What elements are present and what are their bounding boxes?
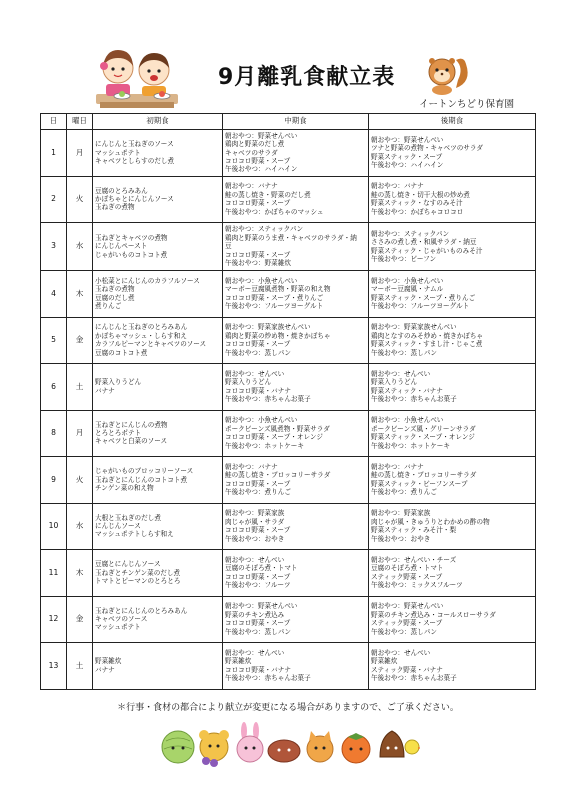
chestnut-icon [380,731,404,757]
late-stage-menu: 朝おやつ：小魚せんべい ポークビーンズ風・グリーンサラダ 野菜スティック・スープ・オレンジ 午後おやつ：ホットケーキ [369,410,536,457]
column-header-early-stage: 初期食 [93,114,223,130]
menu-table [40,113,536,690]
table-row [41,223,536,271]
day-number: 9 [41,457,67,504]
early-stage-menu: 野菜入りうどん バナナ [93,364,223,411]
weekday: 土 [67,364,93,411]
middle-stage-menu: 朝おやつ：野菜家族せんべい 鶏肉と野菜の炒め物・焼きかぼちゃ コロコロ野菜・スープ 午後おやつ：蒸しパン [223,317,369,364]
middle-stage-menu: 朝おやつ：バナナ 鮭の蒸し焼き・ブロッコリーサラダ コロコロ野菜・スープ 午後おやつ：煮りんご [223,457,369,504]
weekday: 木 [67,550,93,597]
late-stage-menu: 朝おやつ：せんべい・チーズ 豆腐のそぼろ煮・トマト スティック野菜・スープ 午後おやつ：ミックスフルーツ [369,550,536,597]
early-stage-menu: じゃがいものブロッコリーソース 玉ねぎとにんじんのコトコト煮 チンゲン菜の和え物 [93,457,223,504]
duck-icon [405,740,420,754]
weekday: 月 [67,130,93,177]
late-stage-menu: 朝おやつ：せんべい 野菜雑炊 スティック野菜・バナナ 午後おやつ：赤ちゃんお菓子 [369,643,536,690]
middle-stage-menu: 朝おやつ：小魚せんべい マーボー豆腐風煮物・野菜の和え物 コロコロ野菜・スープ・煮りんご 午後おやつ：フルーツヨーグルト [223,271,369,318]
late-stage-menu: 朝おやつ：せんべい 野菜入りうどん 野菜スティック・バナナ 午後おやつ：赤ちゃんお菓子 [369,364,536,411]
middle-stage-menu: 朝おやつ：野菜せんべい 野菜のチキン煮込み コロコロ野菜・スープ 午後おやつ：蒸しパン [223,596,369,643]
early-stage-menu: 玉ねぎとキャベツの煮物 にんじんペースト じゃがいものコトコト煮 [93,223,223,271]
column-header-weekday: 曜日 [67,114,93,130]
sweet-potato-icon [268,740,300,762]
middle-stage-menu: 朝おやつ：せんべい 野菜雑炊 コロコロ野菜・バナナ 午後おやつ：赤ちゃんお菓子 [223,643,369,690]
day-number: 5 [41,317,67,364]
table-row [41,271,536,318]
middle-stage-menu: 朝おやつ：バナナ 鮭の蒸し焼き・野菜のだし煮 コロコロ野菜・スープ 午後おやつ：かぼちゃのマッシュ [223,176,369,223]
pink-rabbit-icon [237,722,263,762]
late-stage-menu: 朝おやつ：野菜せんべい 野菜のチキン煮込み・コールスローサラダ スティック野菜・スープ 午後おやつ：蒸しパン [369,596,536,643]
late-stage-menu: 朝おやつ：小魚せんべい マーボー豆腐風・ナムル 野菜スティック・スープ・煮りんご 午後おやつ：フルーツヨーグルト [369,271,536,318]
early-stage-menu: 玉ねぎとにんじんの煮物 とろとろポテト キャベツと白菜のソース [93,410,223,457]
nursery-name: イートンちどり保育園 [418,99,514,110]
day-number: 11 [41,550,67,597]
cat-icon [307,731,333,762]
table-row [41,317,536,364]
weekday: 火 [67,176,93,223]
early-stage-menu: 小松菜とにんじんのカラフルソース 玉ねぎの煮物 豆腐のだし煮 煮りんご [93,271,223,318]
table-row [41,410,536,457]
day-number: 10 [41,503,67,550]
middle-stage-menu: 朝おやつ：野菜せんべい 鶏肉と野菜のだし煮 キャベツのサラダ コロコロ野菜・スープ 午後おやつ：ハイハイン [223,130,369,177]
column-header-middle-stage: 中期食 [223,114,369,130]
weekday: 水 [67,503,93,550]
weekday: 金 [67,596,93,643]
weekday: 木 [67,271,93,318]
weekday: 金 [67,317,93,364]
late-stage-menu: 朝おやつ：スティックパン ささみの煮し煮・和風サラダ・納豆 野菜スティック・じゃがいものみそ汁 午後おやつ：ビーフン [369,223,536,271]
early-stage-menu: 野菜雑炊 バナナ [93,643,223,690]
table-row [41,176,536,223]
day-number: 2 [41,176,67,223]
middle-stage-menu: 朝おやつ：せんべい 野菜入りうどん コロコロ野菜・バナナ 午後おやつ：赤ちゃんお菓子 [223,364,369,411]
early-stage-menu: にんじんと玉ねぎのソース マッシュポテト キャベツとしらすのだし煮 [93,130,223,177]
weekday: 月 [67,410,93,457]
late-stage-menu: 朝おやつ：野菜家族せんべい 鶏肉となすのみそ炒め・焼きかぼちゃ 野菜スティック・すまし汁・じゃこ煮 午後おやつ：蒸しパン [369,317,536,364]
squirrel-illustration [420,52,472,96]
page-title: 9月離乳食献立表 [218,65,396,90]
day-number: 1 [41,130,67,177]
table-row [41,550,536,597]
early-stage-menu: 大根と玉ねぎのだし煮 にんじんソース マッシュポテトしらす和え [93,503,223,550]
table-row [41,364,536,411]
day-number: 12 [41,596,67,643]
day-number: 4 [41,271,67,318]
grape-bear-icon [199,730,229,767]
table-row [41,457,536,504]
footer-note: ＊行事・食材の都合により献立が変更になる場合がありますので、ご了承ください。 [117,703,459,713]
table-row [41,130,536,177]
table-row [41,596,536,643]
column-header-late-stage: 後期食 [369,114,536,130]
day-number: 8 [41,410,67,457]
middle-stage-menu: 朝おやつ：小魚せんべい ポークビーンズ風煮物・野菜サラダ コロコロ野菜・スープ・オレンジ 午後おやつ：ホットケーキ [223,410,369,457]
persimmon-icon [342,733,370,763]
middle-stage-menu: 朝おやつ：スティックパン 鶏肉と野菜のうま煮・キャベツのサラダ・納 豆 コロコロ野菜・スープ 午後おやつ：野菜雑炊 [223,223,369,271]
header [0,0,576,112]
late-stage-menu: 朝おやつ：バナナ 鮭の蒸し焼き・切干大根の炒め煮 野菜スティック・なすのみそ汁 午後おやつ：かぼちゃコロコロ [369,176,536,223]
menu-table-header [41,114,536,130]
weekday: 水 [67,223,93,271]
middle-stage-menu: 朝おやつ：せんべい 豆腐のそぼろ煮・トマト コロコロ野菜・スープ 午後おやつ：フルーツ [223,550,369,597]
early-stage-menu: にんじんと玉ねぎのとろみあん かぼちゃマッシュ・しらす和え カラフルピーマンとキャベツのソース 豆腐のコトコト煮 [93,317,223,364]
weekday: 土 [67,643,93,690]
weekday: 火 [67,457,93,504]
fruit-characters-illustration [160,721,420,769]
children-eating-illustration [92,44,182,112]
table-row [41,503,536,550]
melon-icon [162,731,194,763]
day-number: 6 [41,364,67,411]
early-stage-menu: 豆腐とにんじんソース 玉ねぎとチンゲン菜のだし煮 トマトとピーマンのとろとろ [93,550,223,597]
table-row [41,643,536,690]
late-stage-menu: 朝おやつ：バナナ 鮭の蒸し焼き・ブロッコリーサラダ 野菜スティック・ビーフンスープ 午後おやつ：煮りんご [369,457,536,504]
early-stage-menu: 玉ねぎとにんじんのとろみあん キャベツのソース マッシュポテト [93,596,223,643]
middle-stage-menu: 朝おやつ：野菜家族 肉じゃが風・サラダ コロコロ野菜・スープ 午後おやつ：おやき [223,503,369,550]
late-stage-menu: 朝おやつ：野菜せんべい ツナと野菜の煮物・キャベツのサラダ 野菜スティック・スープ 午後おやつ：ハイハイン [369,130,536,177]
day-number: 13 [41,643,67,690]
late-stage-menu: 朝おやつ：野菜家族 肉じゃが風・きゅうりとわかめの酢の物 野菜スティック・みそ汁・梨 午後おやつ：おやき [369,503,536,550]
column-header-day: 日 [41,114,67,130]
day-number: 3 [41,223,67,271]
early-stage-menu: 豆腐のとろみあん かぼちゃとにんじんソース 玉ねぎの煮物 [93,176,223,223]
